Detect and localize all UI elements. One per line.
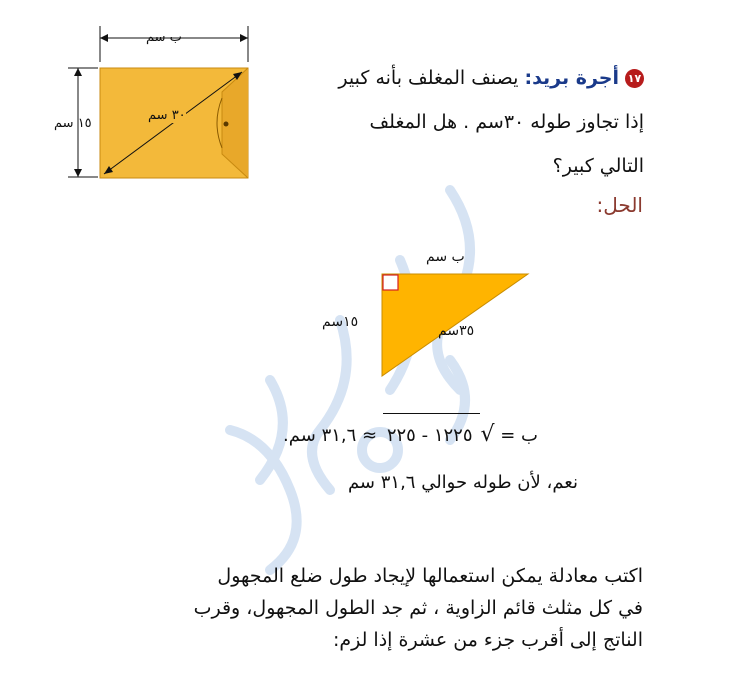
instructions-line-2: في كل مثلث قائم الزاوية ، ثم جد الطول المجهول، وقرب (193, 597, 643, 619)
triangle-top-label: ب سم (426, 249, 465, 265)
problem-text-line-2: إذا تجاوز طوله ٣٠سم . هل المغلف (369, 111, 644, 133)
triangle-left-label: ١٥سم (322, 314, 359, 330)
radical-bar (383, 413, 481, 414)
envelope-diagonal-label: ٣٠ سم (148, 108, 186, 123)
equation-radicand: ١٢٢٥ - ٢٢٥ (386, 425, 473, 446)
problem-text (284, 56, 644, 188)
exercise-instructions (103, 560, 643, 656)
problem-text-line-1: يصنف المغلف بأنه كبير (338, 67, 519, 89)
instructions-line-1: اكتب معادلة يمكن استعمالها لإيجاد طول ضلع المجهول (217, 565, 643, 587)
envelope-width-label: ب سم (146, 30, 182, 45)
solution-label: الحل: (596, 193, 643, 217)
solution-equation (283, 422, 538, 447)
radical-sign-icon: √ (480, 422, 495, 447)
solution-answer: نعم، لأن طوله حوالي ٣١,٦ سم (347, 472, 578, 493)
problem-title: أجرة بريد: (524, 67, 619, 89)
problem-text-line-3: التالي كبير؟ (552, 155, 644, 177)
equation-radical (383, 425, 481, 446)
envelope-figure (50, 22, 270, 187)
instructions-line-3: الناتج إلى أقرب جزء من عشرة إذا لزم: (332, 629, 643, 651)
problem-number-badge: ١٧ (625, 69, 644, 88)
triangle-hypotenuse-label: ٣٥سم (438, 323, 475, 339)
problem-line-1 (284, 56, 644, 100)
equation-rhs: ≈ ٣١,٦ سم. (283, 425, 378, 446)
equation-lhs: ب = (500, 425, 538, 446)
envelope-height-label: ١٥ سم (54, 116, 92, 131)
